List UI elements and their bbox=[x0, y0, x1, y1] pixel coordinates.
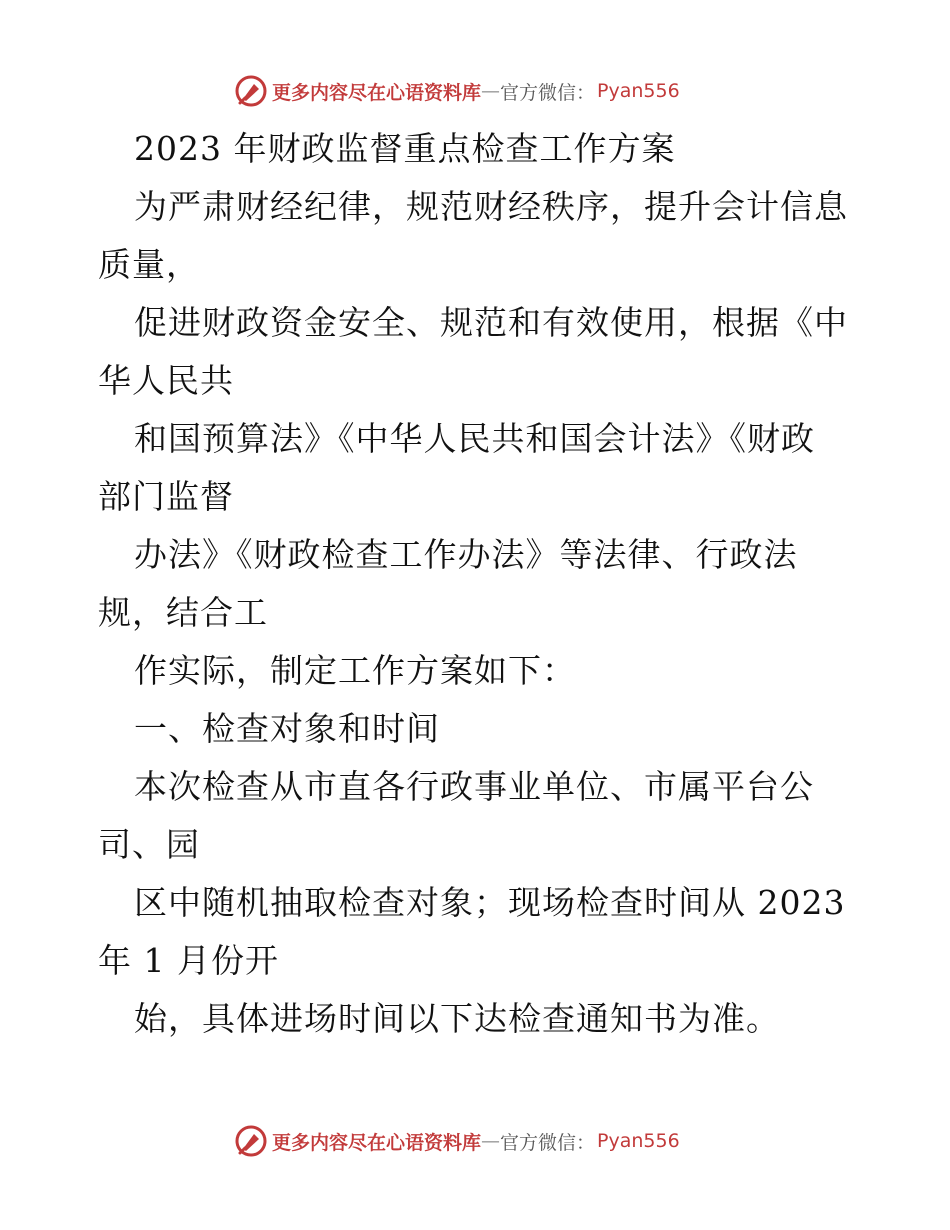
paragraph-line: 为严肃财经纪律，规范财经秩序，提升会计信息 bbox=[134, 187, 848, 226]
section-heading: 一、检查对象和时间 bbox=[134, 709, 440, 748]
paragraph-line: 规，结合工 bbox=[98, 593, 268, 632]
paragraph-line: 本次检查从市直各行政事业单位、市属平台公 bbox=[134, 767, 814, 806]
paragraph-line: 促进财政资金安全、规范和有效使用，根据《中 bbox=[134, 303, 848, 342]
watermark-wechat-label: 官方微信： bbox=[500, 1131, 596, 1154]
document-body bbox=[98, 120, 858, 1048]
watermark-main-text: 更多内容尽在心语资料库 bbox=[272, 1131, 482, 1154]
paragraph-line: 司、园 bbox=[98, 825, 200, 864]
paragraph-line: 年 1 月份开 bbox=[98, 941, 279, 980]
paragraph-line: 作实际，制定工作方案如下： bbox=[134, 651, 576, 690]
paragraph-line: 区中随机抽取检查对象；现场检查时间从 2023 bbox=[134, 883, 846, 922]
watermark-separator: — bbox=[481, 80, 501, 102]
paragraph-line: 办法》《财政检查工作办法》等法律、行政法 bbox=[134, 535, 798, 574]
watermark-wechat-label: 官方微信： bbox=[500, 81, 596, 104]
watermark-main-text: 更多内容尽在心语资料库 bbox=[272, 81, 482, 104]
paragraph-line: 部门监督 bbox=[98, 477, 234, 516]
watermark-wechat-id: Pyan556 bbox=[597, 1130, 680, 1152]
paragraph-line: 始，具体进场时间以下达检查通知书为准。 bbox=[134, 999, 780, 1038]
pen-nib-logo-icon bbox=[234, 74, 268, 108]
watermark-separator: — bbox=[481, 1130, 501, 1152]
pen-nib-logo-icon bbox=[234, 1124, 268, 1158]
paragraph-line: 质量， bbox=[98, 245, 200, 284]
watermark-wechat-id: Pyan556 bbox=[597, 80, 680, 102]
header-watermark bbox=[234, 73, 680, 109]
paragraph-line: 和国预算法》《中华人民共和国会计法》《财政 bbox=[134, 419, 815, 458]
footer-watermark bbox=[234, 1123, 680, 1159]
document-title: 2023 年财政监督重点检查工作方案 bbox=[134, 129, 676, 168]
paragraph-line: 华人民共 bbox=[98, 361, 234, 400]
